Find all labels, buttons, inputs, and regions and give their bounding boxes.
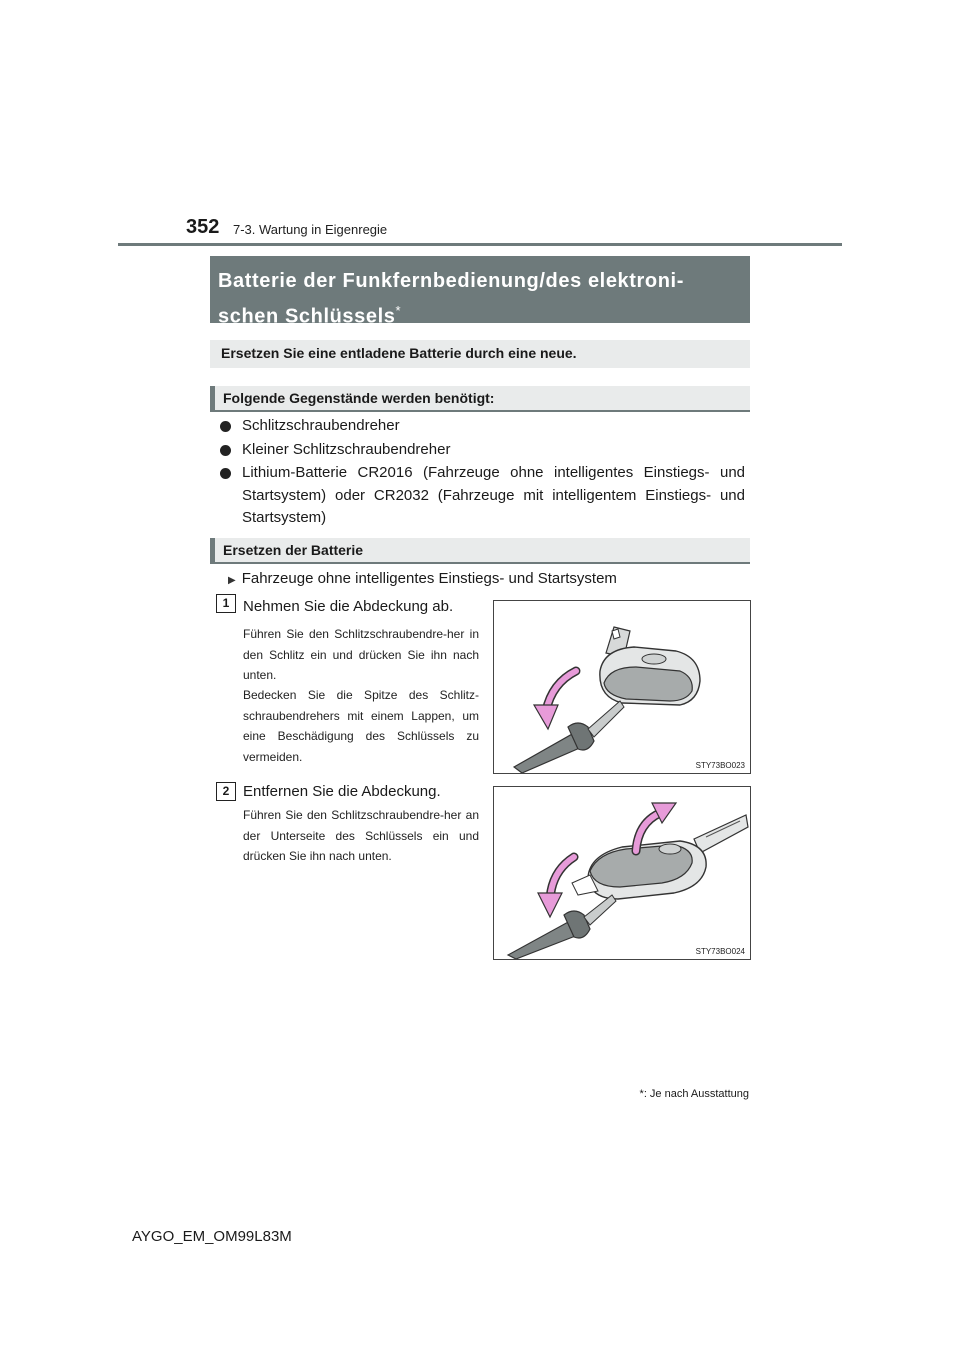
vehicle-note: ▶ Fahrzeuge ohne intelligentes Einstiegs- und Startsystem [228,570,617,587]
list-item: Schlitzschraubendreher [220,415,745,438]
key-blade [694,815,748,853]
page-title-line2 [218,296,740,332]
bullet-icon [220,468,231,479]
tools-heading: Folgende Gegenstände werden benötigt: [210,386,750,412]
figure-code: STY73BO024 [695,947,745,956]
section-breadcrumb: 7-3. Wartung in Eigenregie [233,222,388,237]
list-item: Lithium-Batterie CR2016 (Fahrzeuge ohne intelligentes Einstiegs- und Startsystem) oder CR2032 (Fahrzeuge mit intelligentem Einstiegs- und Startsystem) [220,462,745,530]
figure-key-cover-removal [493,600,751,774]
bullet-icon [220,421,231,432]
step-1-paragraph-2: Bedecken Sie die Spitze des Schlitz-schraubendrehers mit einem Lappen, um eine Beschädigung des Schlüssels zu vermeiden. [243,688,479,764]
asterisk-mark: * [395,303,402,318]
intro-box: Ersetzen Sie eine entladene Batterie durch eine neue. [210,340,750,368]
rotate-down-arrow-icon [538,857,574,917]
step-number-1: 1 [216,594,236,613]
header-divider [118,243,842,246]
figure-key-cover-lift [493,786,751,960]
screwdriver [514,701,624,773]
page-number: 352 [186,216,220,238]
page-title-line2-text: schen Schlüssels [218,305,396,328]
screwdriver [508,895,616,959]
page-title [210,256,750,328]
triangle-right-icon: ▶ [228,575,236,586]
page-title-line1: Batterie der Funkfernbedienung/des elektroni- [218,270,684,292]
step-number-2: 2 [216,782,236,801]
step-2-paragraph-1: Führen Sie den Schlitzschraubendre-her an der Unterseite des Schlüssels ein und drücken Sie ihn nach unten. [243,808,479,863]
footnote: *: Je nach Ausstattung [639,1088,749,1100]
figure-code: STY73BO023 [695,761,745,770]
asterisk-mark: * [639,1088,644,1100]
step-1-title: Nehmen Sie die Abdeckung ab. [243,598,454,615]
key-illustration-2 [494,787,750,959]
rotate-down-arrow-icon [534,671,576,729]
document-code: AYGO_EM_OM99L83M [132,1228,292,1245]
step-2-title: Entfernen Sie die Abdeckung. [243,783,441,800]
replace-heading: Ersetzen der Batterie [210,538,750,564]
list-item: Kleiner Schlitzschraubendreher [220,439,745,462]
bullet-icon [220,445,231,456]
key-fob [600,647,700,705]
tools-list [220,415,745,531]
key-illustration-1 [494,601,750,773]
step-1-paragraph-1: Führen Sie den Schlitzschraubendre-her in den Schlitz ein und drücken Sie ihn nach unten. [243,627,479,682]
